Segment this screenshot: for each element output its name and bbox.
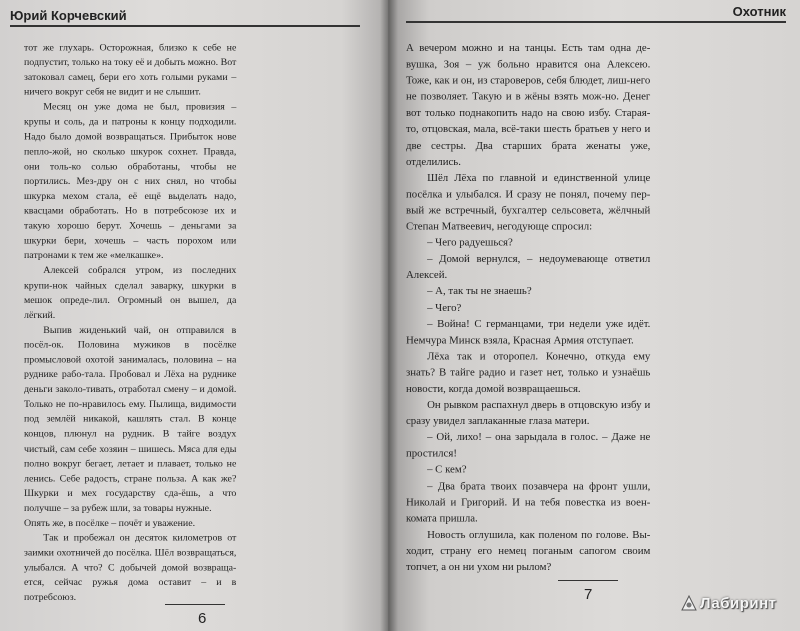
labirint-logo-icon (680, 594, 698, 612)
right-page-text (406, 40, 650, 575)
paragraph: Так и пробежал он десяток километров от заимки охотничей до посёлка. Шёл возвращаться, улыбался. А что? С добычей домой возвраща-ется, сейчас ружья дома оставит – и в потребсоюз. (24, 532, 237, 603)
dialogue-line: – Домой вернулся, – недоумевающе ответил Алексей. (406, 252, 651, 282)
paragraph: Опять же, в посёлке – почёт и уважение. (24, 517, 196, 529)
paragraph: А вечером можно и на танцы. Есть там одна де-вушка, Зоя – уж больно нравится она Алексею. Тоже, как и он, из староверов, себя блюдет, лиш-него не позволяет. Такую и в жёны взять мож-но. Денег вот только поднакопить надо на свою избу. Старая-то, отцовская, мала, всё-таки шесть братьев у него и две сестры. Два старших брата женаты уже, отделились. (406, 42, 651, 168)
paragraph: Он рывком распахнул дверь в отцовскую избу и сразу увидел заплаканные глаза матери. (406, 398, 651, 427)
dialogue-line: – С кем? (427, 463, 467, 476)
paragraph: тот же глухарь. Осторожная, близко к себе не подпустит, только на току её и добыть можно. Вот затоковал самец, бери его хоть голыми руками – ничего вокруг себя не видит и не слышит. (24, 41, 237, 98)
paragraph: Лёха так и оторопел. Конечно, откуда ему знать? В тайге радио и газет нет, только и узнаёшь новости, когда домой возвращаешься. (406, 350, 651, 395)
dialogue-line: – Два брата твоих позавчера на фронт ушли, Николай и Григорий. И на тебя повестка из воен-комата пришла. (406, 479, 651, 525)
paragraph: Шёл Лёха по главной и единственной улице посёлка и улыбался. И сразу не понял, почему пер-вый же встречный, бухгалтер сельсовета, жёлчный Степан Матвеевич, негодующе спросил: (406, 171, 651, 233)
watermark (680, 594, 777, 612)
dialogue-line: – Чего радуешься? (427, 236, 513, 249)
running-head-title: Охотник (406, 4, 786, 23)
paragraph: Месяц он уже дома не был, провизия – крупы и соль, да и патроны к концу подходили. Надо было домой возвращаться. Прибыток нове пепло-жой, но сколько шкурок сохнет. Правда, они толь-ко солью обработаны, чтобы не портились. Мез-дру он с них снял, но чтобы шкурка мехом стала, её ещё выделать надо, квасцами обработать. Но в потребсоюзе их и такую хорошо берут. Хочешь – деньгами за шкурки бери, хочешь – часть порохом или патронами к тем же «мелкашке». (24, 101, 237, 261)
page-number: 7 (584, 586, 593, 603)
dialogue-line: – Война! С германцами, три недели уже идёт. Немчура Минск взяла, Красная Армия отступает. (406, 317, 651, 346)
left-page-text (24, 40, 236, 605)
page-number: 6 (198, 610, 207, 627)
page-number-rule (165, 604, 225, 605)
left-page (0, 0, 388, 631)
page-number-rule (558, 580, 618, 581)
right-page (388, 0, 800, 631)
running-head-author: Юрий Корчевский (10, 8, 360, 27)
book-gutter-shadow (380, 0, 398, 631)
dialogue-line: – А, так ты не знаешь? (427, 285, 532, 298)
paragraph: Алексей собрался утром, из последних крупи-нок чайных сделал заварку, шкурки в мешок опреде-лил. Огромный он вышел, да лёгкий. (24, 264, 237, 321)
paragraph: Выпив жиденький чай, он отправился в посёл-ок. Половина мужиков в посёлке промысловой охотой занималась, половина – на руднике рабо-тала. Пробовал и Лёха на руднике деньги заколо-тивать, отработал смену – и домой. Только не по-нравилось ему. Пылища, видимости под землёй никакой, кашлять стал. В конце концов, плюнул на рудник. В тайге воздух чистый, сам себе хозяин – шишесь. Мяса для еды полно вокруг бегает, летает и плавает, только не ленись. Себе радость, стране польза. А как же? Шкурки и мех государству сда-ёшь, а что получше – за рубеж шли, за товары нужные. (24, 324, 237, 514)
dialogue-line: – Чего? (427, 301, 462, 314)
watermark-text: Лабиринт (700, 594, 777, 612)
paragraph: Новость оглушила, как поленом по голове. Вы-ходит, страну его немец поганым сапогом своим топчет, а он ни ухом ни рылом? (406, 528, 651, 573)
dialogue-line: – Ой, лихо! – она зарыдала в голос. – Даже не простился! (406, 431, 651, 460)
